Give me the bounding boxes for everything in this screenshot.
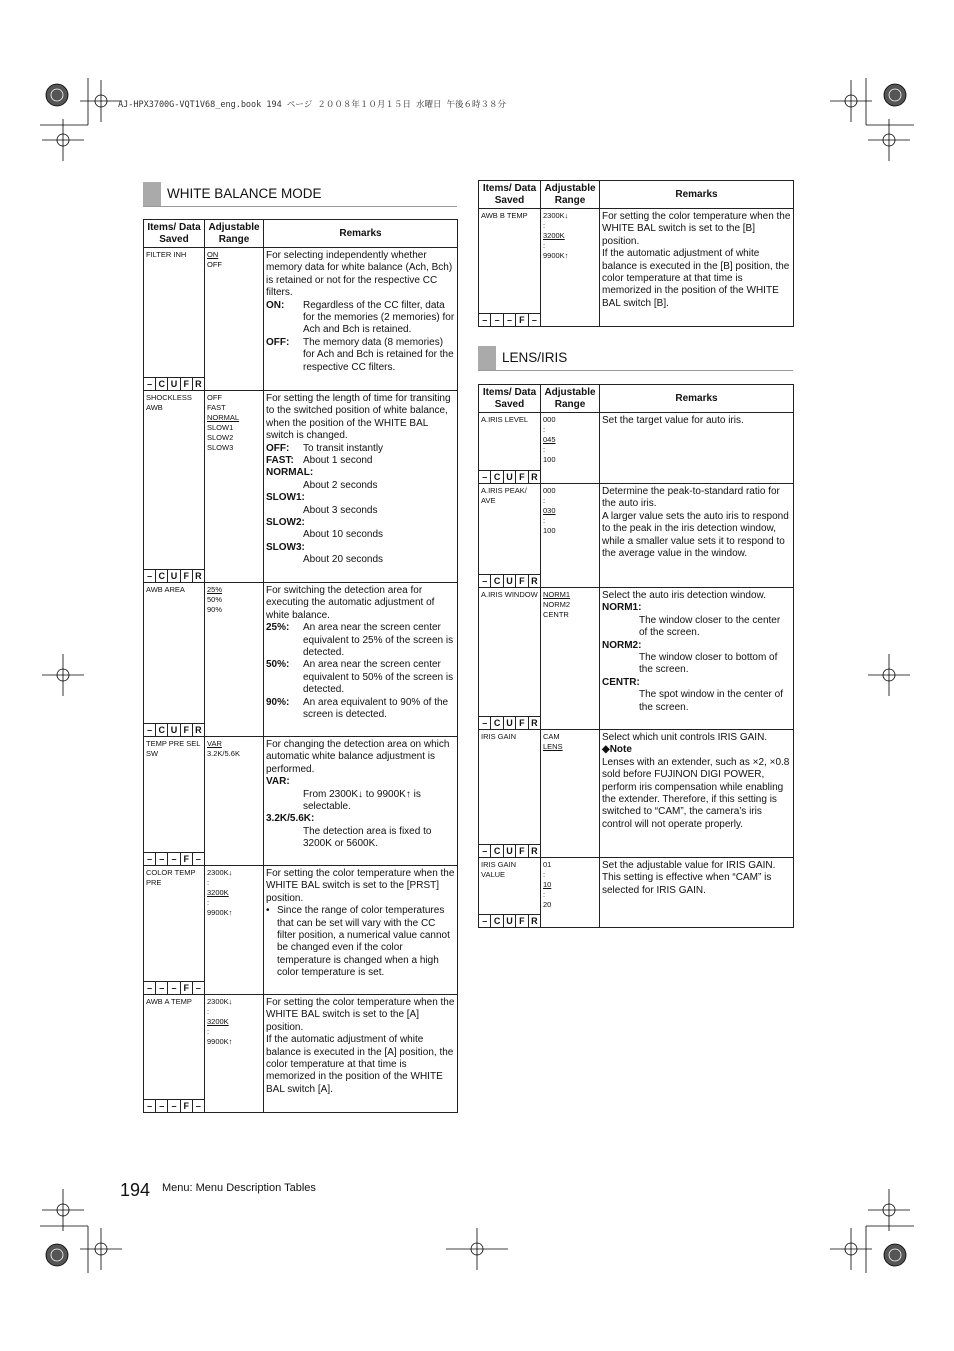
table-row [144, 248, 458, 391]
col-items-header: Items/ Data Saved [479, 181, 541, 209]
range-cell: 000 : 045 : 100 [541, 413, 600, 484]
data-saved-flags: – – – F – [144, 1099, 204, 1112]
remarks-cell: For setting the color temperature when the WHITE BAL switch is set to the [PRST] position. • Since the range of color temperatures that can be set will vary with the CC filter position, a numerical value cannot be changed even if the color temperature is changed when a high color temperature is set. [264, 866, 458, 995]
lens-iris-section-heading [478, 346, 793, 371]
item-name: AWB A TEMP [146, 997, 192, 1006]
remarks-cell: Determine the peak-to-standard ratio for the auto iris. A larger value sets the auto iris to respond to the peak in the iris detection window, while a smaller value sets it to respond to the average value in the window. [600, 484, 794, 588]
col-items-header: Items/ Data Saved [479, 385, 541, 413]
item-name: AWB B TEMP [481, 211, 528, 220]
table-row [479, 209, 794, 327]
page-number: 194 [120, 1180, 151, 1200]
section-heading-bar [478, 346, 496, 370]
data-saved-flags: – C U F R [479, 470, 540, 483]
data-saved-flags: – C U F R [479, 716, 540, 729]
range-cell: VAR 3.2K/5.6K [205, 737, 264, 866]
remarks-cell: Set the adjustable value for IRIS GAIN. This setting is effective when “CAM” is selected for IRIS GAIN. [600, 858, 794, 928]
remarks-cell: For setting the length of time for transiting to the switched position of white balance, when the position of the WHITE BAL switch is changed. OFF: To transit instantly FAST: About 1 second NORMAL: About 2 seconds SLOW1: About 3 seconds SLOW2: About 10 seconds SLOW3: About 20 seconds [264, 391, 458, 583]
item-name: AWB AREA [146, 585, 185, 594]
col-remarks-header: Remarks [264, 220, 458, 248]
col-items-header: Items/ Data Saved [144, 220, 205, 248]
table-row [479, 588, 794, 730]
table-row [144, 583, 458, 737]
range-cell: OFF FAST NORMAL SLOW1 SLOW2 SLOW3 [205, 391, 264, 583]
section-title: WHITE BALANCE MODE [167, 186, 322, 201]
data-saved-flags: – C U F R [144, 569, 204, 582]
remarks-cell: For setting the color temperature when the WHITE BAL switch is set to the [A] position. If the automatic adjustment of white balance is executed in the [A] position, the color temperature at that time is memorized in the position of the WHITE BAL switch [A]. [264, 995, 458, 1113]
col-range-header: Adjustable Range [541, 385, 600, 413]
item-name: A.IRIS PEAK/ AVE [481, 486, 527, 505]
range-cell: 2300K↓ : 3200K : 9900K↑ [541, 209, 600, 327]
remarks-cell: For changing the detection area on which automatic white balance adjustment is performed. VAR: From 2300K↓ to 9900K↑ is selectable. 3.2K/5.6K: The detection area is fixed to 3200K or 5600K. [264, 737, 458, 866]
data-saved-flags: – – – F – [144, 981, 204, 994]
item-name: SHOCKLESS AWB [146, 393, 192, 412]
section-heading-bar [143, 182, 161, 206]
section-title: LENS/IRIS [502, 350, 568, 365]
data-saved-flags: – C U F R [144, 723, 204, 736]
table-row [144, 995, 458, 1113]
table-row [479, 484, 794, 588]
table-header-row [144, 220, 458, 248]
lens-iris-table [478, 384, 794, 928]
table-row [144, 737, 458, 866]
col-range-header: Adjustable Range [541, 181, 600, 209]
data-saved-flags: – – – F – [479, 313, 540, 326]
item-name: TEMP PRE SEL SW [146, 739, 201, 758]
range-cell: CAM LENS [541, 730, 600, 858]
data-saved-flags: – – – F – [144, 852, 204, 865]
range-cell: 25% 50% 90% [205, 583, 264, 737]
col-range-header: Adjustable Range [205, 220, 264, 248]
table-row [479, 858, 794, 928]
item-name: A.IRIS WINDOW [481, 590, 538, 599]
page-section-label: Menu: Menu Description Tables [162, 1182, 316, 1194]
item-name: IRIS GAIN VALUE [481, 860, 517, 879]
white-balance-section-heading [143, 182, 457, 207]
remarks-cell: For switching the detection area for executing the automatic adjustment of white balance. 25%: An area near the screen center equivalent to 25% of the screen is detected. 50%: An area near the screen center equivalent to 50% of the screen is detected. 90%: An area equivalent to 90% of the screen is detected. [264, 583, 458, 737]
table-row [144, 866, 458, 995]
table-row [144, 391, 458, 583]
table-header-row [479, 385, 794, 413]
remarks-cell: For setting the color temperature when the WHITE BAL switch is set to the [B] position. If the automatic adjustment of white balance is executed in the [B] position, the color temperature at that time is memorized in the position of the WHITE BAL switch [B]. [600, 209, 794, 327]
range-cell: 000 : 030 : 100 [541, 484, 600, 588]
data-saved-flags: – C U F R [479, 914, 540, 927]
remarks-cell: Select the auto iris detection window. NORM1: The window closer to the center of the screen. NORM2: The window closer to bottom of the screen. CENTR: The spot window in the center of the screen. [600, 588, 794, 730]
note-label: ◆Note [602, 744, 632, 756]
remarks-cell: For selecting independently whether memory data for white balance (Ach, Bch) is retained or not for the respective CC filters. ON: Regardless of the CC filter, data for the memories (2 memories) for Ach and Bch is retained. OFF: The memory data (8 memories) for Ach and Bch is retained for the respective CC filters. [264, 248, 458, 391]
awb-b-temp-table [478, 180, 794, 327]
item-name: IRIS GAIN [481, 732, 517, 741]
table-header-row [479, 181, 794, 209]
item-name: COLOR TEMP PRE [146, 868, 196, 887]
bullet-icon: • [266, 905, 270, 917]
remarks-cell: Select which unit controls IRIS GAIN. ◆Note Lenses with an extender, such as ×2, ×0.8 sold before FUJINON DIGI POWER, perform iris compensation while enabling the extender. Therefore, if this setting is switched to “CAM”, the camera’s iris control will not operate properly. [600, 730, 794, 858]
data-saved-flags: – C U F R [479, 574, 540, 587]
range-cell: 2300K↓ : 3200K : 9900K↑ [205, 995, 264, 1113]
table-row [479, 413, 794, 484]
col-remarks-header: Remarks [600, 385, 794, 413]
table-row [479, 730, 794, 858]
file-info-header: AJ-HPX3700G-VQT1V68_eng.book 194 ページ ２００８年１０月１５日 水曜日 午後６時３８分 [118, 100, 507, 110]
item-name: A.IRIS LEVEL [481, 415, 529, 424]
col-remarks-header: Remarks [600, 181, 794, 209]
range-cell: NORM1 NORM2 CENTR [541, 588, 600, 730]
range-cell: ON OFF [205, 248, 264, 391]
data-saved-flags: – C U F R [479, 844, 540, 857]
item-name: FILTER INH [146, 250, 187, 259]
range-cell: 2300K↓ : 3200K : 9900K↑ [205, 866, 264, 995]
white-balance-table [143, 219, 458, 1113]
range-cell: 01 : 10 : 20 [541, 858, 600, 928]
remarks-cell: Set the target value for auto iris. [600, 413, 794, 484]
data-saved-flags: – C U F R [144, 377, 204, 390]
